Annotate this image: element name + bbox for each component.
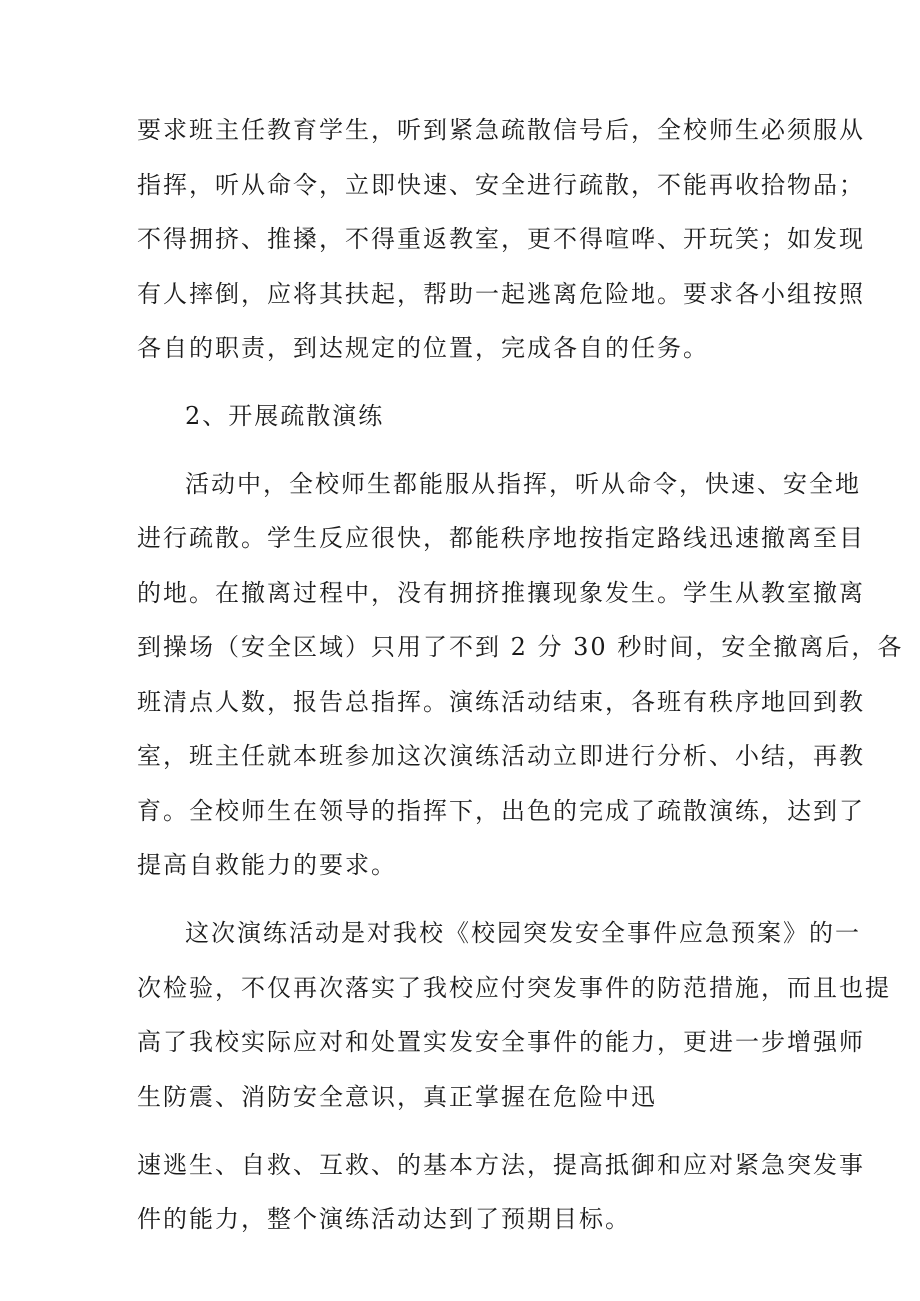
text-line: 室，班主任就本班参加这次演练活动立即进行分析、小结，再教 [137, 742, 865, 770]
text-line: 育。全校师生在领导的指挥下，出色的完成了疏散演练，达到了 [137, 797, 865, 825]
text-line: 要求班主任教育学生，听到紧急疏散信号后，全校师生必须服从 [137, 116, 865, 144]
text-line: 有人摔倒，应将其扶起，帮助一起逃离危险地。要求各小组按照 [137, 280, 865, 308]
text-line: 各自的职责，到达规定的位置，完成各自的任务。 [137, 334, 709, 362]
section-heading: 2、开展疏散演练 [185, 402, 385, 430]
text-line: 不得拥挤、推搡，不得重返教室，更不得喧哗、开玩笑；如发现 [137, 225, 865, 253]
text-line: 这次演练活动是对我校《校园突发安全事件应急预案》的一 [185, 919, 861, 947]
text-line: 进行疏散。学生反应很快，都能秩序地按指定路线迅速撤离至目 [137, 524, 865, 552]
text-line: 活动中，全校师生都能服从指挥，听从命令，快速、安全地 [185, 470, 861, 498]
text-line: 指挥，听从命令，立即快速、安全进行疏散，不能再收拾物品； [137, 171, 865, 199]
text-line: 速逃生、自救、互救、的基本方法，提高抵御和应对紧急突发事 [137, 1151, 865, 1179]
text-line: 提高自救能力的要求。 [137, 851, 397, 879]
text-line: 高了我校实际应对和处置实发安全事件的能力，更进一步增强师 [137, 1028, 865, 1056]
text-line: 件的能力，整个演练活动达到了预期目标。 [137, 1205, 631, 1233]
text-line: 班清点人数，报告总指挥。演练活动结束，各班有秩序地回到教 [137, 688, 865, 716]
text-line: 到操场（安全区域）只用了不到 2 分 30 秒时间，安全撤离后，各 [137, 633, 904, 661]
text-line: 次检验，不仅再次落实了我校应付突发事件的防范措施，而且也提 [137, 974, 891, 1002]
text-line: 生防震、消防安全意识，真正掌握在危险中迅 [137, 1083, 657, 1111]
text-line: 的地。在撤离过程中，没有拥挤推攘现象发生。学生从教室撤离 [137, 579, 865, 607]
